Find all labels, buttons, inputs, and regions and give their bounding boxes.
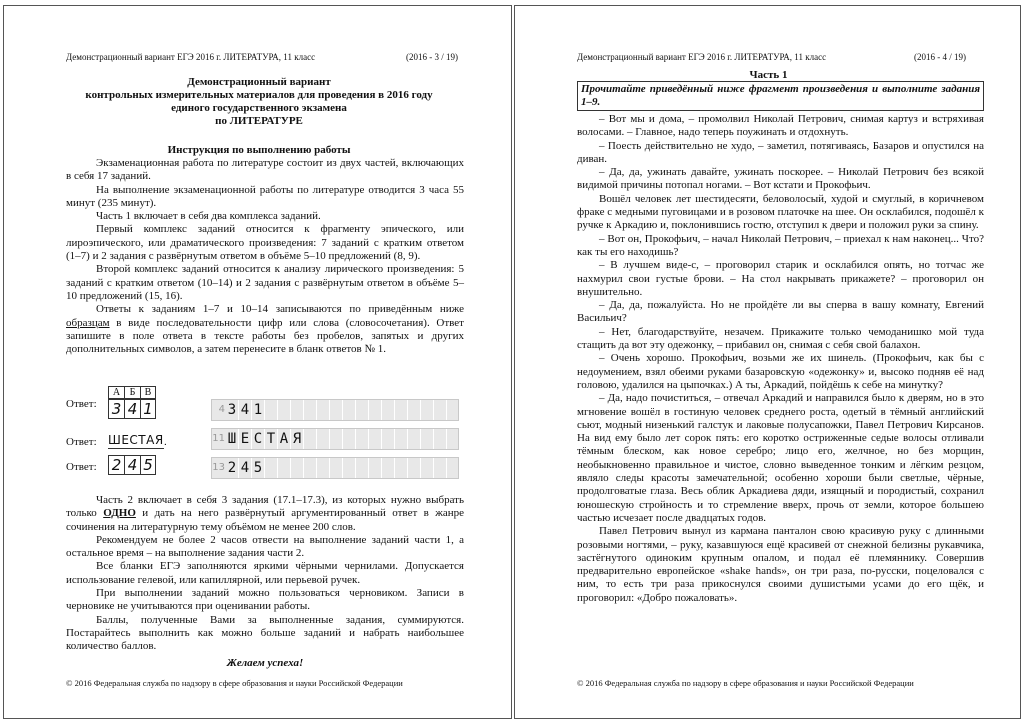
- paragraph: Павел Петрович вынул из кармана панталон свою красивую руку с длинными розовыми ногтями, – руку, казавшуюся ещё красивей от снежной белизны рукавчика, застёгнутого одиноким крупным опалом, и подал её племяннику. Совершив предварительно европейское «shake hands», он три раза, по-русски, поцеловался с ним, то есть три раза прикоснулся своими душистыми усами до его щёк, и проговорил: «Добро пожаловать».: [577, 525, 984, 604]
- answer-label: Ответ:: [66, 398, 97, 410]
- paragraph: – Вот он, Прокофьич, – начал Николай Петрович, – приехал к нам наконец... Что? как ты его находишь?: [577, 232, 984, 258]
- paragraph: Второй комплекс заданий относится к анализу лирического произведения: 5 заданий с кратким ответом (10–14) и 2 задания с развёрнутым ответом в объёме 5–10 предложений (15, 16).: [66, 263, 464, 302]
- answer-form-grid: [211, 428, 459, 450]
- sample-answer-digits: [108, 399, 156, 419]
- column-letter: А: [108, 386, 124, 399]
- grid-cell: [317, 429, 330, 449]
- grid-cell: [408, 400, 421, 420]
- grid-task-number: 11: [212, 433, 225, 444]
- title-line: по ЛИТЕРАТУРЕ: [215, 115, 303, 127]
- text: в виде последовательности цифр или слова (словосочетания). Ответ запишите в поле ответа в тексте работы без пробелов, запятых и других дополнительных символов, а затем перенесите в бланк ответов № 1.: [66, 316, 464, 356]
- paragraph: – Вот мы и дома, – промолвил Николай Петрович, снимая картуз и встряхивая волосами. – Главное, надо теперь поужинать и отдохнуть.: [577, 113, 984, 139]
- grid-task-number: 13: [212, 462, 225, 473]
- grid-cell: 1: [252, 400, 265, 420]
- paragraph: – Да, да, пожалуйста. Но не пройдёте ли вы сперва в вашу комнату, Евгений Васильич?: [577, 299, 984, 325]
- grid-task-number: 4: [218, 404, 225, 415]
- grid-cell: [369, 400, 382, 420]
- answer-label: Ответ:: [66, 461, 97, 473]
- sample-answer-digits: [108, 455, 156, 475]
- paragraph: Рекомендуем не более 2 часов отвести на выполнение заданий части 1, а остальное время – на выполнение задания части 2.: [66, 533, 464, 560]
- grid-cell: [382, 458, 395, 478]
- grid-cell: [278, 458, 291, 478]
- grid-cell: [421, 458, 434, 478]
- column-letter: В: [140, 386, 156, 399]
- paragraph: [66, 494, 464, 534]
- grid-cell: 5: [252, 458, 265, 478]
- page-number: (2016 - 4 / 19): [914, 52, 966, 62]
- emphasized-word: ОДНО: [103, 507, 136, 520]
- page-number: (2016 - 3 / 19): [406, 52, 458, 62]
- grid-cell: [382, 429, 395, 449]
- handwritten-digit: 4: [124, 455, 140, 475]
- text: и дать на него развёрнутый аргументированный ответ в жанре сочинения на литературную тему объёмом не менее 200 слов.: [66, 507, 464, 533]
- page-header-left: Демонстрационный вариант ЕГЭ 2016 г. ЛИТЕРАТУРА, 11 класс: [577, 52, 827, 62]
- grid-cell: [265, 400, 278, 420]
- part2-text: [66, 494, 464, 654]
- paragraph: На выполнение экзаменационной работы по литературе отводится 3 часа 55 минут (235 минут).: [66, 183, 464, 209]
- grid-cell: [434, 429, 447, 449]
- answer-label: Ответ:: [66, 436, 97, 448]
- title-line: контрольных измерительных материалов для проведения в 2016 году: [85, 89, 433, 101]
- sample-answer-word: ШЕСТАЯ: [108, 433, 164, 447]
- grid-cell: [304, 400, 317, 420]
- grid-cell: [330, 429, 343, 449]
- grid-cell: Ш: [226, 429, 239, 449]
- grid-cell: [356, 429, 369, 449]
- grid-cell: [382, 400, 395, 420]
- grid-cell: А: [278, 429, 291, 449]
- grid-cell: 4: [239, 400, 252, 420]
- grid-cell: [317, 458, 330, 478]
- grid-cell: [434, 458, 447, 478]
- title-line: Демонстрационный вариант: [187, 76, 331, 88]
- paragraph: – Очень хорошо. Прокофьич, возьми же их шинель. (Прокофьич, как бы с недоумением, взял обеими руками базаровскую «одежонку» и, высоко подняв её над головою, удалился на цыпочках.) А ты, Аркадий, пойдёшь к себе на минутку?: [577, 352, 984, 391]
- text: Ответы к заданиям 1–7 и 10–14 записываются по приведённым ниже: [96, 303, 464, 316]
- paragraph: – Нет, благодарствуйте, незачем. Прикажите только чемоданишко мой туда стащить да вот эту одежонку, – прибавил он, снимая с себя свой балахон.: [577, 325, 984, 352]
- title-line: единого государственного экзамена: [171, 102, 347, 114]
- paragraph: Все бланки ЕГЭ заполняются яркими чёрными чернилами. Допускается использование гелевой, или капиллярной, или перьевой ручек.: [66, 560, 464, 586]
- grid-cell: [421, 429, 434, 449]
- underlined-word: образцам: [66, 316, 110, 329]
- answer-form-grid: [211, 457, 459, 479]
- grid-cell: [395, 458, 408, 478]
- good-luck-text: Желаем успеха!: [226, 657, 304, 669]
- paragraph-answers: [66, 303, 464, 356]
- paragraph: Первый комплекс заданий относится к фрагменту эпического, или лироэпического, или драматического произведения: 7 заданий с кратким ответом (1–7) и 2 задания с развёрнутым ответом в объёме 5–10 предложений (8, 9).: [66, 223, 464, 263]
- grid-cell: [330, 400, 343, 420]
- grid-cell: [395, 400, 408, 420]
- grid-cell: [265, 458, 278, 478]
- grid-cell: [291, 458, 304, 478]
- handwritten-digit: 5: [140, 455, 156, 475]
- grid-cell: [421, 400, 434, 420]
- paragraph: Экзаменационная работа по литературе состоит из двух частей, включающих в себя 17 заданий.: [66, 157, 464, 183]
- grid-cell: [278, 400, 291, 420]
- right-page: [514, 5, 1021, 719]
- paragraph: – Да, да, ужинать давайте, ужинать поскорее. – Николай Петрович без всякой видимой причины потопал ногами. – Вот кстати и Прокофьич.: [577, 166, 984, 192]
- grid-cell: [343, 400, 356, 420]
- grid-cell: [395, 429, 408, 449]
- grid-cell: [356, 400, 369, 420]
- page-footer: © 2016 Федеральная служба по надзору в сфере образования и науки Российской Федерации: [577, 678, 914, 688]
- grid-cell: 3: [226, 400, 239, 420]
- grid-cell: [330, 458, 343, 478]
- grid-cell: 4: [239, 458, 252, 478]
- handwritten-digit: 1: [140, 399, 156, 419]
- page-footer: © 2016 Федеральная служба по надзору в сфере образования и науки Российской Федерации: [66, 678, 403, 688]
- paragraph: Вошёл человек лет шестидесяти, беловолосый, худой и смуглый, в коричневом фраке с медными пуговицами и в розовом платочке на шее. Он осклабился, подошёл к ручке к Аркадию и, поклонившись гостю, отступил к двери и положил руки за спину.: [577, 192, 984, 232]
- paragraph: – В лучшем виде-с, – проговорил старик и осклабился опять, но тотчас же нахмурил свои густые брови. – На стол накрывать прикажете? – проговорил он внушительно.: [577, 259, 984, 298]
- document-title: [44, 76, 474, 128]
- task-instruction-box: Прочитайте приведённый ниже фрагмент произведения и выполните задания 1–9.: [577, 81, 984, 111]
- grid-cell: [408, 458, 421, 478]
- handwritten-digit: 2: [108, 455, 124, 475]
- grid-cell: [356, 458, 369, 478]
- grid-cell: [369, 458, 382, 478]
- paragraph: Часть 1 включает в себя два комплекса заданий.: [96, 210, 321, 223]
- intro-text: [66, 157, 464, 356]
- grid-cell: С: [252, 429, 265, 449]
- grid-cell: [343, 458, 356, 478]
- part-title: Часть 1: [749, 69, 788, 81]
- grid-cell: Я: [291, 429, 304, 449]
- grid-cell: [343, 429, 356, 449]
- grid-cell: [317, 400, 330, 420]
- period: .: [164, 436, 167, 448]
- paragraph: Баллы, полученные Вами за выполненные задания, суммируются. Постарайтесь выполнить как можно больше заданий и набрать наибольшее количество баллов.: [66, 613, 464, 653]
- grid-cell: Е: [239, 429, 252, 449]
- left-page: [3, 5, 512, 719]
- answer-form-grid: [211, 399, 459, 421]
- paragraph: При выполнении заданий можно пользоваться черновиком. Записи в черновике не учитываются при оценивании работы.: [66, 587, 464, 613]
- grid-cell: [291, 400, 304, 420]
- instruction-title: Инструкция по выполнению работы: [167, 144, 351, 156]
- grid-cell: Т: [265, 429, 278, 449]
- grid-cell: [434, 400, 447, 420]
- handwritten-digit: 3: [108, 399, 124, 419]
- grid-cell: [408, 429, 421, 449]
- grid-cell: [304, 458, 317, 478]
- paragraph: – Да, надо почиститься, – отвечал Аркадий и направился было к дверям, но в это мгновение вошёл в гостиную человек среднего роста, одетый в тёмный английский сьют, модный низенький галстук и лаковые полусапожки, Павел Петрович Кирсанов. На вид ему было лет сорок пять: его коротко остриженные седые волосы отливали тёмным блеском, как новое серебро; лицо его, желчное, но без морщин, необыкновенно правильное и чистое, словно выведенное тонким и лёгким резцом, являло следы красоты замечательной; особенно хороши были светлые, чёрные, продолговатые глаза. Весь облик Аркадиева дяди, изящный и породистый, сохранил юношескую стройность и то стремление вверх, прочь от земли, которое большею частью исчезает после двадцатых годов.: [577, 392, 984, 524]
- column-letter: Б: [124, 386, 140, 399]
- paragraph: – Поесть действительно не худо, – заметил, потягиваясь, Базаров и опустился на диван.: [577, 139, 984, 165]
- grid-cell: [304, 429, 317, 449]
- grid-cell: 2: [226, 458, 239, 478]
- page-header-left: Демонстрационный вариант ЕГЭ 2016 г. ЛИТЕРАТУРА, 11 класс: [66, 52, 316, 62]
- handwritten-digit: 4: [124, 399, 140, 419]
- text: Часть 2 включает в себя 3 задания (17.1–17.3), из которых нужно выбрать только: [66, 494, 464, 520]
- abv-header: [108, 386, 156, 399]
- grid-cell: [369, 429, 382, 449]
- literary-fragment: [577, 113, 984, 605]
